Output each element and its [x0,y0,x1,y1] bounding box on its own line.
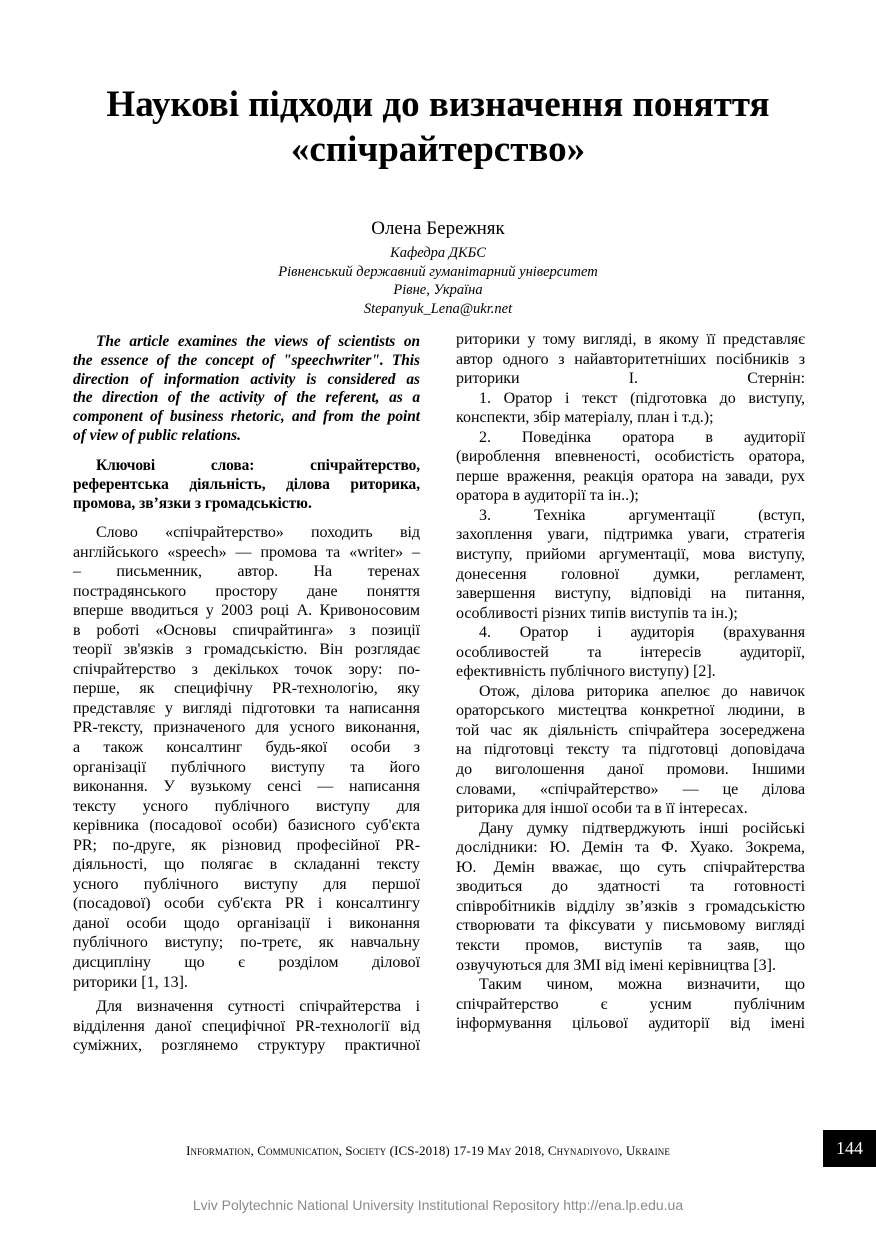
location: Рівне, Україна [393,282,483,298]
text-line: співробітників відділу зв’язків з громадськістю [456,897,805,915]
text-line: оратора в аудиторії та ін..); [456,487,639,505]
text-line: озвучуються для ЗМІ від імені керівництва [3]. [456,956,776,974]
numbered-list-item [456,389,805,428]
text-line: керівника (посадової особи) базисного суб'єкта [73,817,420,835]
text-line: спічрайтерство є усним публічним [456,995,805,1013]
author-name: Олена Бережняк [371,218,505,239]
title-line: «спічрайтерство» [290,129,586,170]
text-line: промова, зв’язки з громадськістю. [73,495,312,512]
text-line: the essence of the concept of "speechwriter". This [73,351,420,369]
conference-footer: Information, Communication, Society (ICS-2018) 17-19 May 2018, Chynadiyovo, Ukraine [186,1143,670,1158]
text-line: на підготовці тексту та підготовці доповідача [456,741,805,759]
text-line: 4. Оратор і аудиторія (врахування [479,624,805,642]
text-line: в роботі «Основы спичрайтинга» з позиції [73,621,420,639]
text-line: Ключові слова: спічрайтерство, [96,457,420,474]
text-line: публічного виступу; по-третє, як навчальну [73,934,420,952]
text-line: словами, «спічрайтерство» — це ділова [456,780,805,798]
text-line: риторики у тому вигляді, в якому її представляє [456,331,805,348]
text-line: до виголошення даної промови. Іншими [456,761,805,779]
text-line: автор одного з найавторитетніших посібників з [456,350,805,368]
text-line: а також консалтинг будь-якої особи з [73,739,420,757]
text-line: суміжних, розглянемо структуру практичної [73,1037,420,1055]
text-line: дослідники: Ю. Демін та Ф. Хуако. Зокрема, [456,839,805,857]
text-line: інформування цільової аудиторії від імені [456,1015,805,1033]
text-line: створювати та фіксувати у письмовому вигляді [456,917,805,935]
text-line: зводиться до здатності та готовності [456,878,805,896]
text-line: англійського «speech» — промова та «writer» – [73,543,420,561]
page-number: 144 [823,1130,876,1167]
numbered-list-item [456,428,805,506]
text-line: перше, як специфічну PR-технологію, яку [73,680,420,698]
numbered-list-item [456,506,805,623]
text-line: Таким чином, можна визначити, що [479,976,805,994]
body-paragraph [456,975,805,1034]
text-line: перше враження, реакція оратора на завади, рух [456,467,805,485]
affiliation [0,244,876,318]
text-line: пострадянського простору дане поняття [73,582,420,600]
text-line: той час як діяльність спічрайтера зосереджена [456,721,805,739]
body-paragraph [73,523,420,992]
text-line: Для визначення сутності спічрайтерства і [96,998,420,1015]
text-line: the direction of the activity of the referent, as a [73,389,420,407]
text-line: дисципліну що є розділом ділової [73,954,420,972]
text-line: вперше вводиться у 2003 році А. Кривоносовим [73,602,420,620]
text-line: Слово «спічрайтерство» походить від [96,524,420,541]
text-line: завершення виступу, відповіді на питання, [456,585,805,603]
text-line: Ю. Демін вважає, що суть спічрайтерства [456,858,805,876]
text-line: особливості різних типів виступів та ін.); [456,604,738,622]
right-column-text [456,330,805,1034]
text-line: ораторського мистецтва конкретної людини, в [456,702,805,720]
text-line: тексти промов, виступів та заяв, що [456,936,805,954]
text-line: ефективність публічного виступу) [2]. [456,663,716,681]
text-line: теорії зв'язків з громадськістю. Він розглядає [73,641,420,659]
numbered-list-item [456,623,805,682]
text-line: (посадової) особи суб'єкта PR і консалтингу [73,895,420,913]
text-line: риторики [1, 13]. [73,973,188,991]
text-line: захоплення уваги, підтримка уваги, стратегія [456,526,805,544]
article-title [0,82,876,172]
text-line: of view of public relations. [73,426,242,444]
text-line: тексту усного публічного виступу для [73,797,420,815]
keywords [73,456,420,513]
title-line: Наукові підходи до визначення поняття [106,84,770,125]
department: Кафедра ДКБС [390,245,486,261]
text-line: 2. Поведінка оратора в аудиторії [479,428,805,446]
text-line: direction of information activity is considered as [73,370,420,388]
text-line: представляє у вигляді підготовки та написання [73,699,420,717]
text-line: діяльності, що полягає в складанні тексту [73,856,420,874]
text-line: риторики І. Стернін: [456,370,805,388]
text-line: даної особи щодо організації і виконання [73,914,420,932]
text-line: 1. Оратор і текст (підготовка до виступу, [479,389,805,407]
text-line: референтська діяльність, ділова риторика, [73,476,420,493]
text-line: Отож, ділова риторика апелює до навичок [479,682,805,700]
text-line: виступу, прийоми аргументації, мова виступу, [456,546,805,564]
email: Stepanyuk_Lena@ukr.net [363,300,513,317]
body-paragraph [456,682,805,819]
body-paragraph [73,997,420,1056]
text-line: PR; по-друге, як різновид професійної PR- [73,836,420,854]
text-line: особливостей та інтересів аудиторії, [456,643,805,661]
body-paragraph [456,819,805,975]
repository-link[interactable]: Lviv Polytechnic National University Institutional Repository http://ena.lp.edu.ua [192,1197,684,1213]
text-line: риторика для іншої особи та в її інтересах. [456,800,748,818]
text-line: донесення головної думки, регламент, [456,565,805,583]
text-line: PR-тексту, призначеного для усного виконання, [73,719,420,737]
text-line: 3. Техніка аргументації (вступ, [479,506,805,524]
text-line: (вироблення впевненості, особистість оратора, [456,448,805,466]
text-line: організації публічного виступу та його [73,758,420,776]
text-line: спічрайтерство з декількох точок зору: по- [73,660,420,678]
text-line: усного публічного виступу для першої [73,875,420,893]
text-line: відділення даної специфічної PR-технології від [73,1017,420,1035]
text-line: конспекти, збір матеріалу, план і т.д.); [456,409,714,427]
body-paragraph [456,330,805,389]
university: Рівненський державний гуманітарний університет [278,263,598,280]
text-line: The article examines the views of scientists on [96,333,420,350]
abstract [73,333,420,446]
text-line: component of business rhetoric, and from the point [73,408,420,426]
text-line: виконання. У вузькому сенсі — написання [73,778,420,796]
text-line: – письменник, автор. На теренах [73,563,420,581]
text-line: Дану думку підтверджують інші російські [479,819,805,837]
